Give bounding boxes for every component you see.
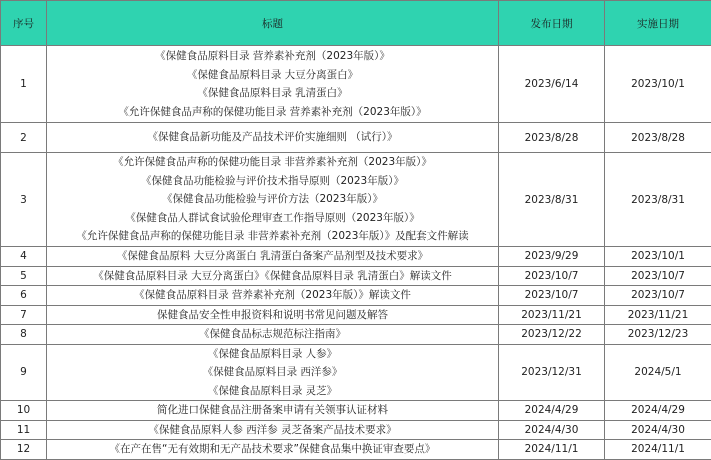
title-line: 《保健食品新功能及产品技术评价实施细则 （试行）》 xyxy=(147,131,398,144)
publish-date: 2023/12/31 xyxy=(499,344,605,401)
row-number: 2 xyxy=(1,123,47,153)
row-title xyxy=(47,420,499,440)
row-title xyxy=(47,286,499,306)
row-title xyxy=(47,305,499,325)
title-line: 《保健食品功能检验与评价方法（2023年版）》 xyxy=(162,193,383,206)
row-title xyxy=(47,266,499,286)
effective-date: 2023/10/1 xyxy=(605,247,711,267)
title-line: 《保健食品原料目录 大豆分离蛋白》《保健食品原料目录 乳清蛋白》解读文件 xyxy=(93,269,452,282)
title-line: 《保健食品原料目录 西洋参》 xyxy=(202,366,343,378)
table-row xyxy=(1,325,711,345)
publish-date: 2023/9/29 xyxy=(499,247,605,267)
publish-date: 2024/11/1 xyxy=(499,440,605,460)
row-title xyxy=(47,247,499,267)
table-row xyxy=(1,247,711,267)
row-title xyxy=(47,401,499,421)
table-row xyxy=(1,266,711,286)
effective-date: 2024/11/1 xyxy=(605,440,711,460)
row-number: 7 xyxy=(1,305,47,325)
row-number: 3 xyxy=(1,153,47,247)
title-line: 《保健食品原料目录 乳清蛋白》 xyxy=(197,87,348,99)
table-row xyxy=(1,401,711,421)
header-effective-date: 实施日期 xyxy=(605,1,711,46)
title-line: 《在产在售“无有效期和无产品技术要求”保健食品集中换证审查要点》 xyxy=(109,443,436,455)
publish-date: 2023/8/28 xyxy=(499,123,605,153)
row-number: 6 xyxy=(1,286,47,306)
effective-date: 2023/8/28 xyxy=(605,123,711,153)
table-row xyxy=(1,46,711,123)
publish-date: 2024/4/30 xyxy=(499,420,605,440)
effective-date: 2024/4/30 xyxy=(605,420,711,440)
publish-date: 2024/4/29 xyxy=(499,401,605,421)
row-number: 1 xyxy=(1,46,47,123)
effective-date: 2023/10/7 xyxy=(605,266,711,286)
publish-date: 2023/10/7 xyxy=(499,266,605,286)
row-title xyxy=(47,46,499,123)
effective-date: 2024/5/1 xyxy=(605,344,711,401)
table-header-row xyxy=(1,1,711,46)
title-line: 《保健食品原料 大豆分离蛋白 乳清蛋白备案产品剂型及技术要求》 xyxy=(116,250,429,262)
title-line: 《允许保健食品声称的保健功能目录 营养素补充剂（2023年版）》 xyxy=(118,105,427,118)
row-title xyxy=(47,153,499,247)
title-line: 《保健食品人群试食试验伦理审查工作指导原则（2023年版）》 xyxy=(125,211,420,224)
header-no: 序号 xyxy=(1,1,47,46)
publish-date: 2023/12/22 xyxy=(499,325,605,345)
title-line: 《保健食品功能检验与评价技术指导原则（2023年版）》 xyxy=(141,174,404,187)
header-publish-date: 发布日期 xyxy=(499,1,605,46)
row-number: 12 xyxy=(1,440,47,460)
table-row xyxy=(1,420,711,440)
publish-date: 2023/8/31 xyxy=(499,153,605,247)
title-line: 《保健食品原料目录 大豆分离蛋白》 xyxy=(186,68,359,81)
effective-date: 2023/8/31 xyxy=(605,153,711,247)
publish-date: 2023/11/21 xyxy=(499,305,605,325)
table-row xyxy=(1,123,711,153)
row-title xyxy=(47,344,499,401)
title-line: 《允许保健食品声称的保健功能目录 非营养素补充剂（2023年版）》 xyxy=(113,156,432,169)
publish-date: 2023/6/14 xyxy=(499,46,605,123)
title-line: 保健食品安全性申报资料和说明书常见问题及解答 xyxy=(157,308,388,321)
title-line: 简化进口保健食品注册备案申请有关领事认证材料 xyxy=(157,404,388,416)
row-title xyxy=(47,123,499,153)
row-number: 5 xyxy=(1,266,47,286)
row-title xyxy=(47,325,499,345)
title-line: 《保健食品原料目录 营养素补充剂（2023年版）》 xyxy=(155,50,390,62)
table-row xyxy=(1,305,711,325)
row-number: 8 xyxy=(1,325,47,345)
row-title xyxy=(47,440,499,460)
title-line: 《保健食品原料目录 灵芝》 xyxy=(207,384,338,397)
table-body xyxy=(1,46,711,460)
title-line: 《保健食品原料人参 西洋参 灵芝备案产品技术要求》 xyxy=(148,423,397,436)
table-row xyxy=(1,153,711,247)
row-number: 4 xyxy=(1,247,47,267)
title-line: 《保健食品原料目录 营养素补充剂（2023年版）》解读文件 xyxy=(134,289,411,301)
row-number: 10 xyxy=(1,401,47,421)
effective-date: 2023/10/1 xyxy=(605,46,711,123)
table-row xyxy=(1,286,711,306)
effective-date: 2023/11/21 xyxy=(605,305,711,325)
table-row xyxy=(1,344,711,401)
row-number: 11 xyxy=(1,420,47,440)
title-line: 《保健食品原料目录 人参》 xyxy=(207,347,338,360)
title-line: 《允许保健食品声称的保健功能目录 非营养素补充剂（2023年版）》及配套文件解读 xyxy=(76,230,469,243)
title-line: 《保健食品标志规范标注指南》 xyxy=(199,328,346,340)
effective-date: 2024/4/29 xyxy=(605,401,711,421)
effective-date: 2023/10/7 xyxy=(605,286,711,306)
header-title: 标题 xyxy=(47,1,499,46)
publish-date: 2023/10/7 xyxy=(499,286,605,306)
effective-date: 2023/12/23 xyxy=(605,325,711,345)
row-number: 9 xyxy=(1,344,47,401)
table-row xyxy=(1,440,711,460)
